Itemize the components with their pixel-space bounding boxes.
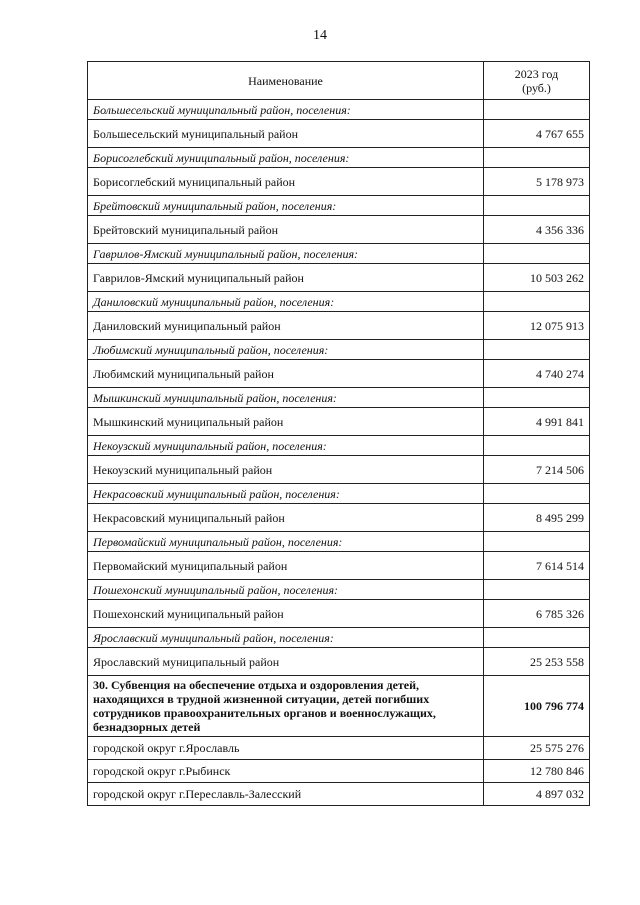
header-unit-label: (руб.) [522, 80, 551, 95]
table-row [88, 648, 590, 676]
row-name: городской округ г.Ярославль [88, 737, 484, 760]
row-name: Любимский муниципальный район [88, 360, 484, 388]
row-amount: 7 214 506 [484, 456, 590, 484]
row-amount [484, 436, 590, 456]
header-year-label: 2023 год [514, 66, 559, 81]
row-amount [484, 484, 590, 504]
table-row [88, 100, 590, 120]
table-row [88, 216, 590, 244]
table-row [88, 120, 590, 148]
page-number: 14 [313, 28, 327, 43]
table-row [88, 168, 590, 196]
row-name: Даниловский муниципальный район [88, 312, 484, 340]
table-row [88, 360, 590, 388]
row-amount: 100 796 774 [484, 676, 590, 737]
row-name: Большесельский муниципальный район, поселения: [88, 100, 484, 120]
row-amount [484, 244, 590, 264]
table-row [88, 292, 590, 312]
row-amount: 12 075 913 [484, 312, 590, 340]
row-name: Некрасовский муниципальный район [88, 504, 484, 532]
row-name: Даниловский муниципальный район, поселения: [88, 292, 484, 312]
table-row [88, 628, 590, 648]
row-name: Ярославский муниципальный район [88, 648, 484, 676]
table-row [88, 580, 590, 600]
column-header-name: Наименование [88, 62, 484, 100]
row-name: 30. Субвенция на обеспечение отдыха и оздоровления детей, находящихся в трудной жизненной ситуации, детей погибших сотрудников правоохранительных органов и военнослужащих, безнадзорных детей [88, 676, 484, 737]
table-row [88, 196, 590, 216]
table-row [88, 552, 590, 580]
row-name: Первомайский муниципальный район, поселения: [88, 532, 484, 552]
row-amount [484, 580, 590, 600]
row-name: Некоузский муниципальный район, поселения: [88, 436, 484, 456]
row-amount: 4 356 336 [484, 216, 590, 244]
row-name: Мышкинский муниципальный район [88, 408, 484, 436]
row-name: Некрасовский муниципальный район, поселения: [88, 484, 484, 504]
row-amount [484, 628, 590, 648]
table-row [88, 312, 590, 340]
table-row [88, 504, 590, 532]
row-amount: 10 503 262 [484, 264, 590, 292]
row-name: Любимский муниципальный район, поселения: [88, 340, 484, 360]
row-amount [484, 196, 590, 216]
row-amount [484, 148, 590, 168]
row-name: Гаврилов-Ямский муниципальный район [88, 264, 484, 292]
row-amount: 8 495 299 [484, 504, 590, 532]
row-amount [484, 100, 590, 120]
row-name: Первомайский муниципальный район [88, 552, 484, 580]
row-amount: 5 178 973 [484, 168, 590, 196]
row-amount: 4 767 655 [484, 120, 590, 148]
table-row [88, 532, 590, 552]
row-name: Борисоглебский муниципальный район, поселения: [88, 148, 484, 168]
row-name: Большесельский муниципальный район [88, 120, 484, 148]
table-row [88, 244, 590, 264]
table-row [88, 436, 590, 456]
row-name: Пошехонский муниципальный район [88, 600, 484, 628]
row-amount [484, 388, 590, 408]
row-name: городской округ г.Рыбинск [88, 760, 484, 783]
table-row [88, 264, 590, 292]
row-amount [484, 292, 590, 312]
row-amount: 25 575 276 [484, 737, 590, 760]
row-name: Некоузский муниципальный район [88, 456, 484, 484]
row-name: Мышкинский муниципальный район, поселения: [88, 388, 484, 408]
table-row [88, 340, 590, 360]
row-amount [484, 532, 590, 552]
table-row [88, 456, 590, 484]
table-row [88, 760, 590, 783]
table-header-row [88, 62, 590, 100]
row-amount [484, 340, 590, 360]
row-name: городской округ г.Переславль-Залесский [88, 783, 484, 806]
table-row [88, 148, 590, 168]
table-row [88, 783, 590, 806]
row-amount: 4 740 274 [484, 360, 590, 388]
row-amount: 4 991 841 [484, 408, 590, 436]
row-amount: 7 614 514 [484, 552, 590, 580]
table-row [88, 737, 590, 760]
table-row [88, 388, 590, 408]
row-name: Борисоглебский муниципальный район [88, 168, 484, 196]
table-row [88, 484, 590, 504]
subsidy-total-row [88, 676, 590, 737]
row-amount: 4 897 032 [484, 783, 590, 806]
row-name: Брейтовский муниципальный район [88, 216, 484, 244]
table-row [88, 408, 590, 436]
budget-table [87, 61, 590, 806]
row-name: Пошехонский муниципальный район, поселения: [88, 580, 484, 600]
row-amount: 25 253 558 [484, 648, 590, 676]
row-amount: 6 785 326 [484, 600, 590, 628]
table-row [88, 600, 590, 628]
row-name: Гаврилов-Ямский муниципальный район, поселения: [88, 244, 484, 264]
row-name: Ярославский муниципальный район, поселения: [88, 628, 484, 648]
row-amount: 12 780 846 [484, 760, 590, 783]
column-header-year [484, 62, 590, 100]
row-name: Брейтовский муниципальный район, поселения: [88, 196, 484, 216]
